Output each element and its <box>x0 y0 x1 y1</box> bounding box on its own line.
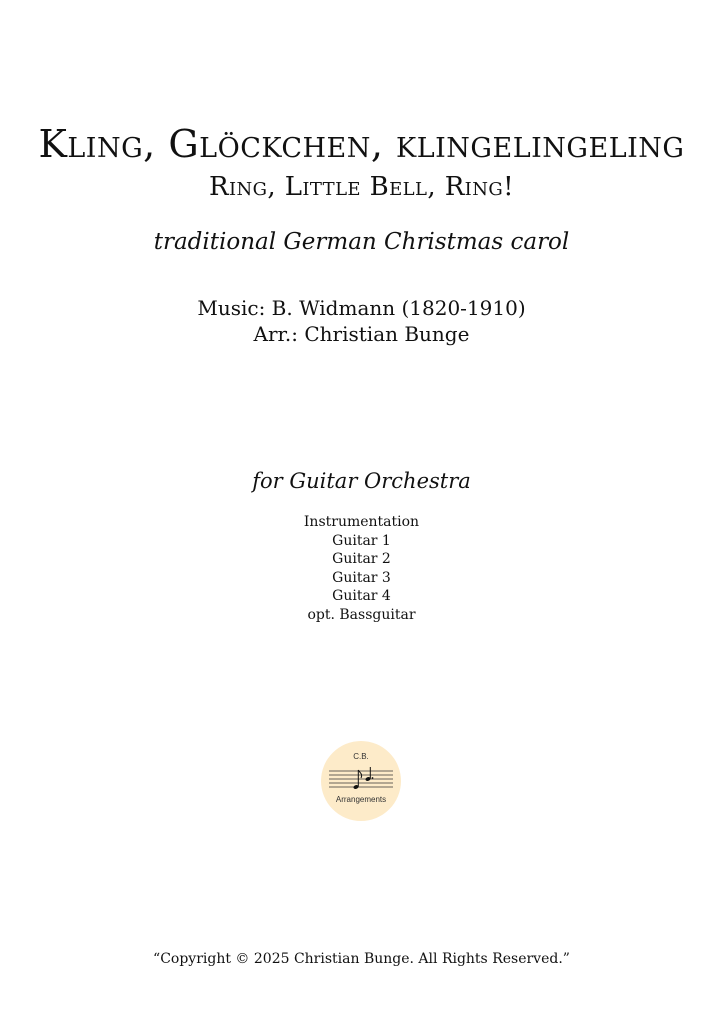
arranger-credit: Arr.: Christian Bunge <box>253 322 470 346</box>
tagline: traditional German Christmas carol <box>153 229 570 255</box>
music-notes-icon <box>329 765 393 795</box>
instrument-item: Guitar 3 <box>332 569 391 586</box>
music-credit: Music: B. Widmann (1820-1910) <box>197 296 526 320</box>
page-subtitle: Ring, Little Bell, Ring! <box>209 172 514 202</box>
logo-top-text: C.B. <box>353 752 369 761</box>
instrumentation-list <box>0 513 723 624</box>
instrument-item: Guitar 4 <box>332 588 391 604</box>
page-title: Kling, Glöckchen, klingelingeling <box>38 122 685 166</box>
copyright-notice: “Copyright © 2025 Christian Bunge. All Rights Reserved.” <box>153 951 570 967</box>
instrument-item: Guitar 1 <box>332 532 391 549</box>
cb-arrangements-logo <box>321 741 401 821</box>
logo-bottom-text: Arrangements <box>335 795 387 804</box>
instrument-item: Guitar 2 <box>332 551 391 567</box>
ensemble-label: for Guitar Orchestra <box>252 469 471 493</box>
instrumentation-heading: Instrumentation <box>303 514 420 530</box>
instrument-item: opt. Bassguitar <box>307 606 416 623</box>
